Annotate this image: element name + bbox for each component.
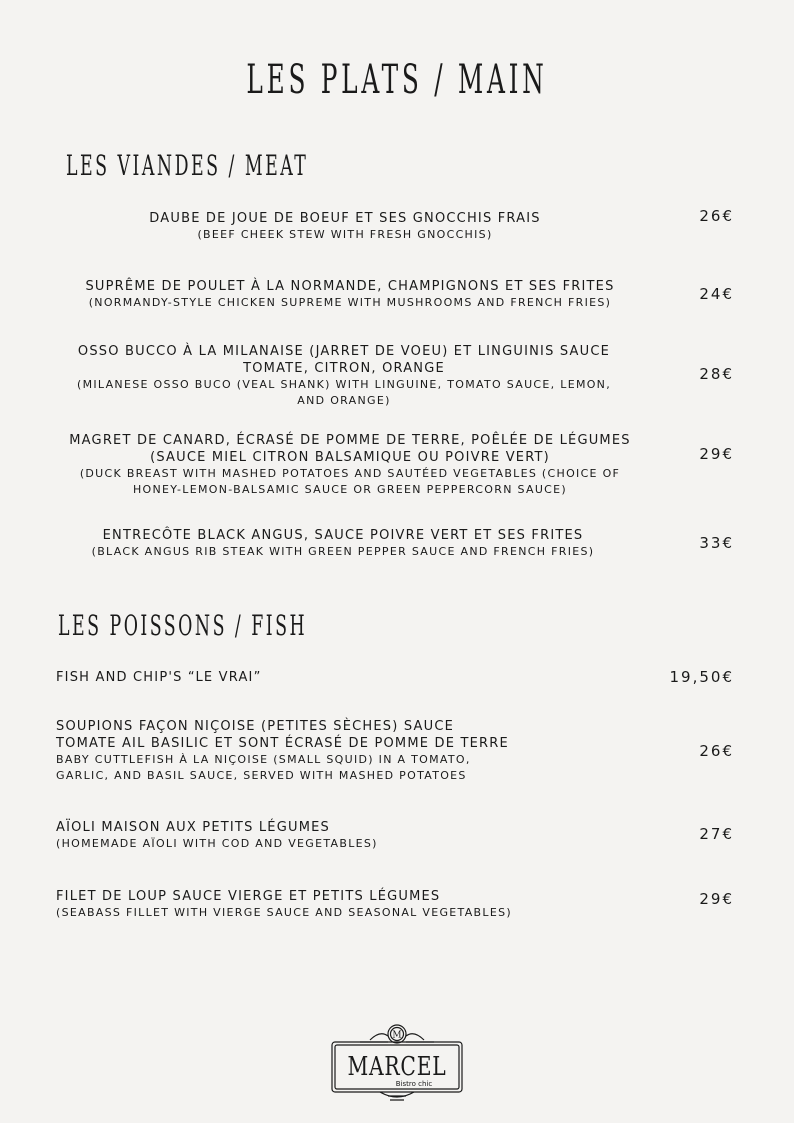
dish-name-fr: MAGRET DE CANARD, ÉCRASÉ DE POMME DE TERRE, POÊLÉE DE LÉGUMES [69, 433, 631, 448]
dish-name-en: (BEEF CHEEK STEW WITH FRESH GNOCCHIS) [197, 228, 493, 241]
dish-name-en: (SEABASS FILLET WITH VIERGE SAUCE AND SEASONAL VEGETABLES) [56, 906, 512, 919]
dish-price: 19,50€ [669, 668, 734, 686]
logo-monogram: M [392, 1030, 402, 1041]
dish-name-en: (MILANESE OSSO BUCO (VEAL SHANK) WITH LINGUINE, TOMATO SAUCE, LEMON, [76, 378, 612, 391]
logo-tagline: Bistro chic [395, 1080, 433, 1088]
dish-name-en: (BLACK ANGUS RIB STEAK WITH GREEN PEPPER SAUCE AND FRENCH FRIES) [91, 545, 595, 558]
dish-name-en: HONEY-LEMON-BALSAMIC SAUCE OR GREEN PEPPERCORN SAUCE) [132, 483, 567, 496]
dish-name-en: BABY CUTTLEFISH À LA NIÇOISE (SMALL SQUID) IN A TOMATO, [56, 753, 471, 766]
menu-item [56, 669, 262, 686]
dish-price: 28€ [699, 365, 734, 383]
menu-item [0, 527, 686, 560]
dish-name-fr: FISH AND CHIP'S “LE VRAI” [56, 670, 262, 685]
section-title-meat: LES VIANDES / MEAT [66, 149, 309, 182]
page-title: LES PLATS / MAIN [246, 57, 548, 103]
menu-item [56, 888, 512, 921]
dish-name-fr: AÏOLI MAISON AUX PETITS LÉGUMES [56, 820, 330, 835]
dish-price: 29€ [699, 445, 734, 463]
menu-item [56, 819, 378, 852]
dish-name-en: AND ORANGE) [297, 394, 391, 407]
dish-name-en: (HOMEMADE AÏOLI WITH COD AND VEGETABLES) [56, 837, 378, 850]
menu-item [0, 343, 688, 409]
dish-price: 26€ [699, 742, 734, 760]
dish-name-fr: TOMATE, CITRON, ORANGE [243, 361, 445, 376]
dish-price: 27€ [699, 825, 734, 843]
dish-name-fr: ENTRECÔTE BLACK ANGUS, SAUCE POIVRE VERT ET SES FRITES [102, 528, 584, 543]
menu-item [56, 718, 509, 784]
logo-name: MARCEL [347, 1051, 447, 1082]
dish-name-fr: (SAUCE MIEL CITRON BALSAMIQUE OU POIVRE VERT) [150, 450, 550, 465]
dish-name-fr: TOMATE AIL BASILIC ET SONT ÉCRASÉ DE POMME DE TERRE [56, 736, 509, 751]
menu-item [0, 432, 700, 498]
dish-price: 24€ [699, 285, 734, 303]
menu-item [0, 278, 700, 311]
dish-name-en: GARLIC, AND BASIL SAUCE, SERVED WITH MASHED POTATOES [56, 769, 467, 782]
dish-name-en: (DUCK BREAST WITH MASHED POTATOES AND SAUTÉED VEGETABLES (CHOICE OF [79, 467, 621, 480]
dish-name-fr: SOUPIONS FAÇON NIÇOISE (PETITES SÈCHES) SAUCE [56, 719, 455, 734]
dish-price: 33€ [699, 534, 734, 552]
dish-price: 26€ [699, 207, 734, 225]
marcel-logo [330, 1022, 464, 1104]
dish-name-fr: FILET DE LOUP SAUCE VIERGE ET PETITS LÉGUMES [56, 889, 441, 904]
dish-name-fr: OSSO BUCCO À LA MILANAISE (JARRET DE VOEU) ET LINGUINIS SAUCE [77, 344, 611, 359]
dish-name-en: (NORMANDY-STYLE CHICKEN SUPREME WITH MUSHROOMS AND FRENCH FRIES) [88, 296, 612, 309]
dish-price: 29€ [699, 890, 734, 908]
dish-name-fr: DAUBE DE JOUE DE BOEUF ET SES GNOCCHIS FRAIS [149, 211, 541, 226]
dish-name-fr: SUPRÊME DE POULET À LA NORMANDE, CHAMPIGNONS ET SES FRITES [85, 279, 615, 294]
section-title-fish: LES POISSONS / FISH [58, 609, 308, 642]
menu-item [0, 210, 690, 243]
